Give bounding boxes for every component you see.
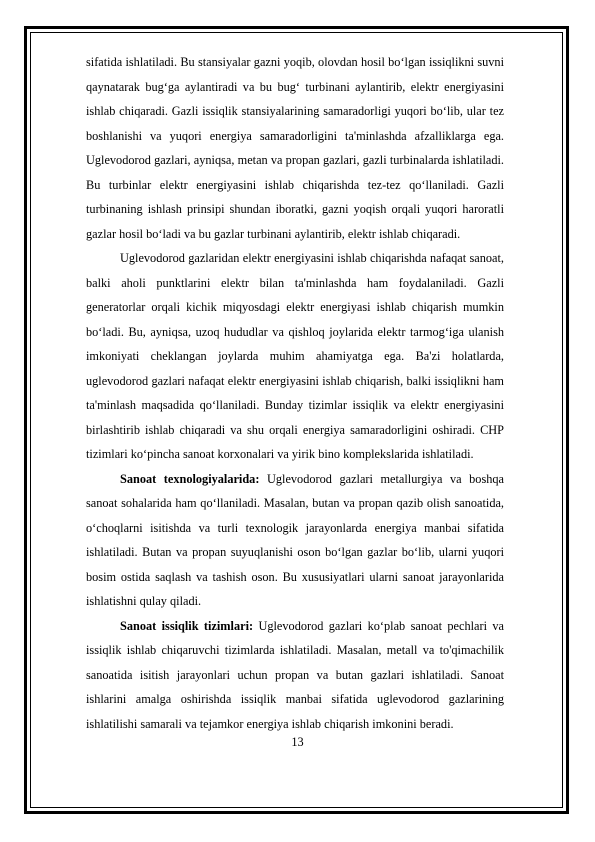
paragraph-1 <box>86 50 504 246</box>
paragraph-2-text: Uglevodorod gazlaridan elektr energiyasini ishlab chiqarishda nafaqat sanoat, balki aholi punktlarini elektr bilan ta'minlashda ham foydalaniladi. Gazli generatorlar orqali kichik miqyosdagi elektr energiyasi ishlab chiqarish mumkin bo‘ladi. Bu, ayniqsa, uzoq hududlar va qishloq joylarida elektr tarmog‘iga ulanish imkoniyati cheklangan joylarda muhim ahamiyatga ega. Ba'zi holatlarda, uglevodorod gazlari nafaqat elektr energiyasini ishlab chiqarish, balki issiqlikni ham ta'minlash maqsadida qo‘llaniladi. Bunday tizimlar issiqlik va elektr energiyasini birlashtirib ishlab chiqaradi va shu orqali energiya samaradorligini oshiradi. CHP tizimlari ko‘pincha sanoat korxonalari va yirik bino komplekslarida ishlatiladi. <box>86 251 504 461</box>
paragraph-4-heading: Sanoat issiqlik tizimlari: <box>120 618 254 633</box>
paragraph-3-heading: Sanoat texnologiyalarida: <box>120 471 260 486</box>
paragraph-1-text: sifatida ishlatiladi. Bu stansiyalar gazni yoqib, olovdan hosil bo‘lgan issiqlikni suvni qaynatarak bug‘ga aylantiradi va bu bug‘ turbinani aylantirib, elektr energiyasini ishlab chiqaradi. Gazli issiqlik stansiyalarining samaradorligi yuqori bo‘lib, ular tez boshlanishi va yuqori energiya samaradorligini ta'minlashda afzalliklarga ega. Uglevodorod gazlari, ayniqsa, metan va propan gazlari, gazli turbinalarda ishlatiladi. Bu turbinlar elektr energiyasini ishlab chiqarishda tez-tez qo‘llaniladi. Gazli turbinaning ishlash prinsipi shundan iboratki, gazni yoqish orqali yuqori haroratli gazlar hosil bo‘ladi va bu gazlar turbinani aylantirib, elektr ishlab chiqaradi. <box>86 55 504 241</box>
paragraph-4 <box>86 614 504 737</box>
document-body <box>86 50 504 736</box>
paragraph-4-text: Uglevodorod gazlari ko‘plab sanoat pechlari va issiqlik ishlab chiqaruvchi tizimlarda ishlatiladi. Masalan, metall va to'qimachilik sanoatida isitish jarayonlari uchun propan va butan gazlari ishlatiladi. Sanoat ishlarini amalga oshirishda issiqlik manbai sifatida uglevodorod gazlarining ishlatilishi samarali va tejamkor energiya ishlab chiqarish imkonini beradi. <box>86 618 504 731</box>
paragraph-2 <box>86 246 504 467</box>
paragraph-3-text: Uglevodorod gazlari metallurgiya va boshqa sanoat sohalarida ham qo‘llaniladi. Masalan, butan va propan qazib olish sanoatida, o‘choqlarni isitishda va turli texnologik jarayonlarda energiya manbai sifatida ishlatiladi. Butan va propan suyuqlanishi oson bo‘lgan gazlar bo‘lib, ularni yuqori bosim ostida saqlash va tashish oson. Bu xususiyatlari ularni sanoat jarayonlarida ishlatishni qulay qiladi. <box>86 471 505 608</box>
page-number: 13 <box>291 735 304 749</box>
paragraph-3 <box>86 467 504 614</box>
